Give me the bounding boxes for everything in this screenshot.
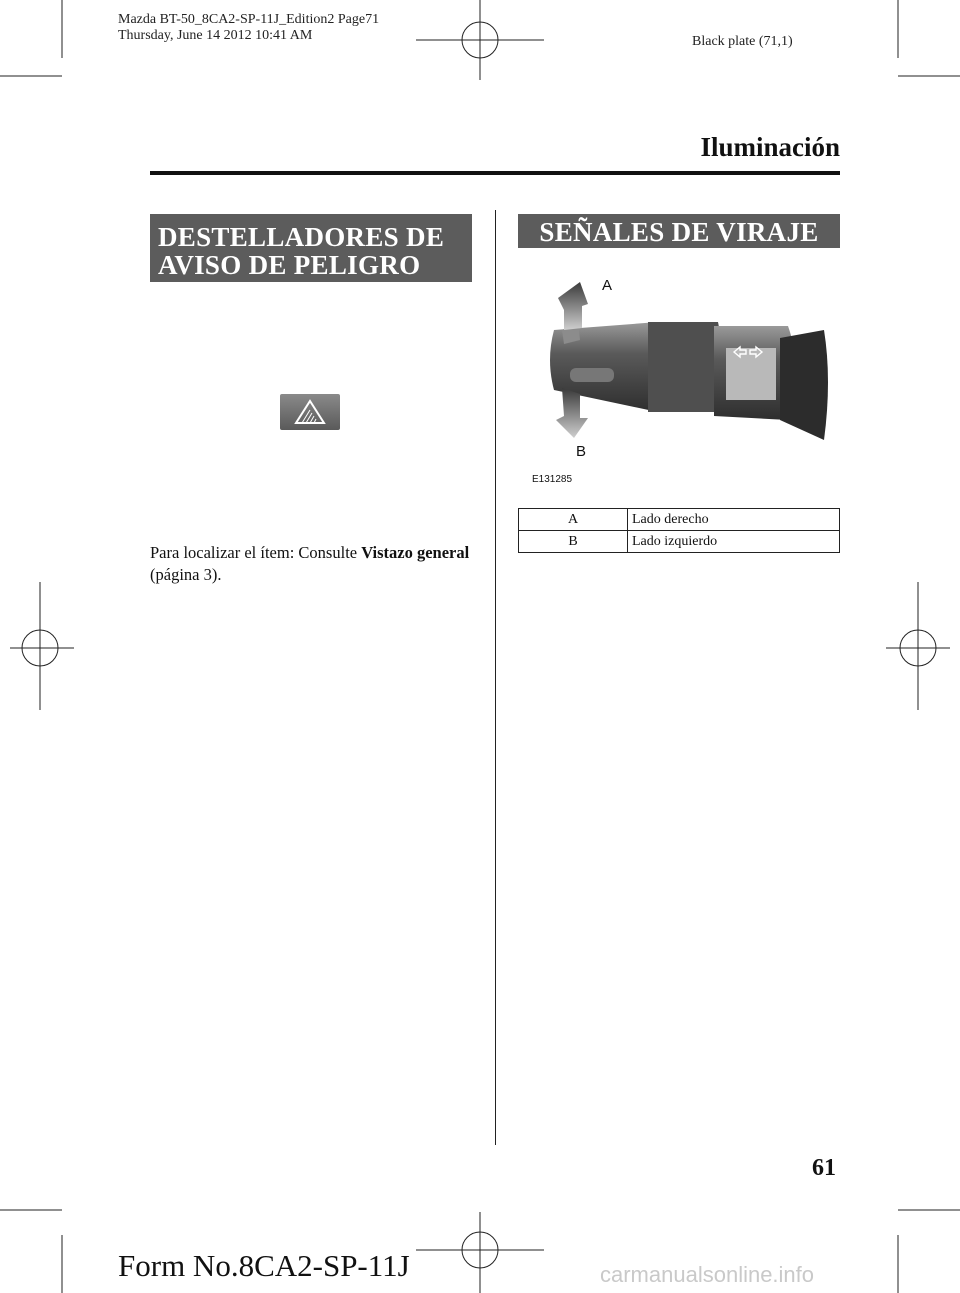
black-plate-label: Black plate (71,1) xyxy=(692,34,793,49)
print-info-line2: Thursday, June 14 2012 10:41 AM xyxy=(118,28,313,43)
legend-key-b: B xyxy=(519,531,628,553)
legend-key-a: A xyxy=(519,509,628,531)
watermark: carmanualsonline.info xyxy=(600,1262,815,1287)
print-info xyxy=(118,12,379,44)
arrow-up-icon xyxy=(558,282,588,330)
hazard-body-text xyxy=(150,542,472,586)
hazard-heading-line1: DESTELLADORES DE xyxy=(158,222,445,252)
body-prefix: Para localizar el ítem: Consulte xyxy=(150,543,362,562)
page-number: 61 xyxy=(812,1155,836,1181)
turn-signal-heading: SEÑALES DE VIRAJE xyxy=(518,214,840,248)
hazard-warning-triangle-icon xyxy=(280,394,340,430)
table-row xyxy=(519,531,840,553)
vistazo-general-reference[interactable]: Vistazo general xyxy=(361,543,470,562)
body-suffix: (página 3). xyxy=(150,565,222,584)
table-row xyxy=(519,509,840,531)
hazard-heading-line2: AVISO DE PELIGRO xyxy=(158,250,421,280)
legend-value-b: Lado izquierdo xyxy=(628,531,840,553)
column-divider xyxy=(495,210,496,1145)
section-title: Iluminación xyxy=(700,132,840,162)
label-b: B xyxy=(576,443,587,460)
header-rule xyxy=(150,171,840,175)
label-a: A xyxy=(602,277,613,294)
form-number: Form No.8CA2-SP-11J xyxy=(118,1248,410,1283)
legend-value-a: Lado derecho xyxy=(628,509,840,531)
turn-signal-diagram xyxy=(518,270,840,490)
legend-table xyxy=(518,508,840,553)
hazard-heading xyxy=(150,214,472,282)
print-info-line1: Mazda BT-50_8CA2-SP-11J_Edition2 Page71 xyxy=(118,12,380,27)
figure-code: E131285 xyxy=(532,474,573,485)
stalk-slot xyxy=(570,368,614,382)
